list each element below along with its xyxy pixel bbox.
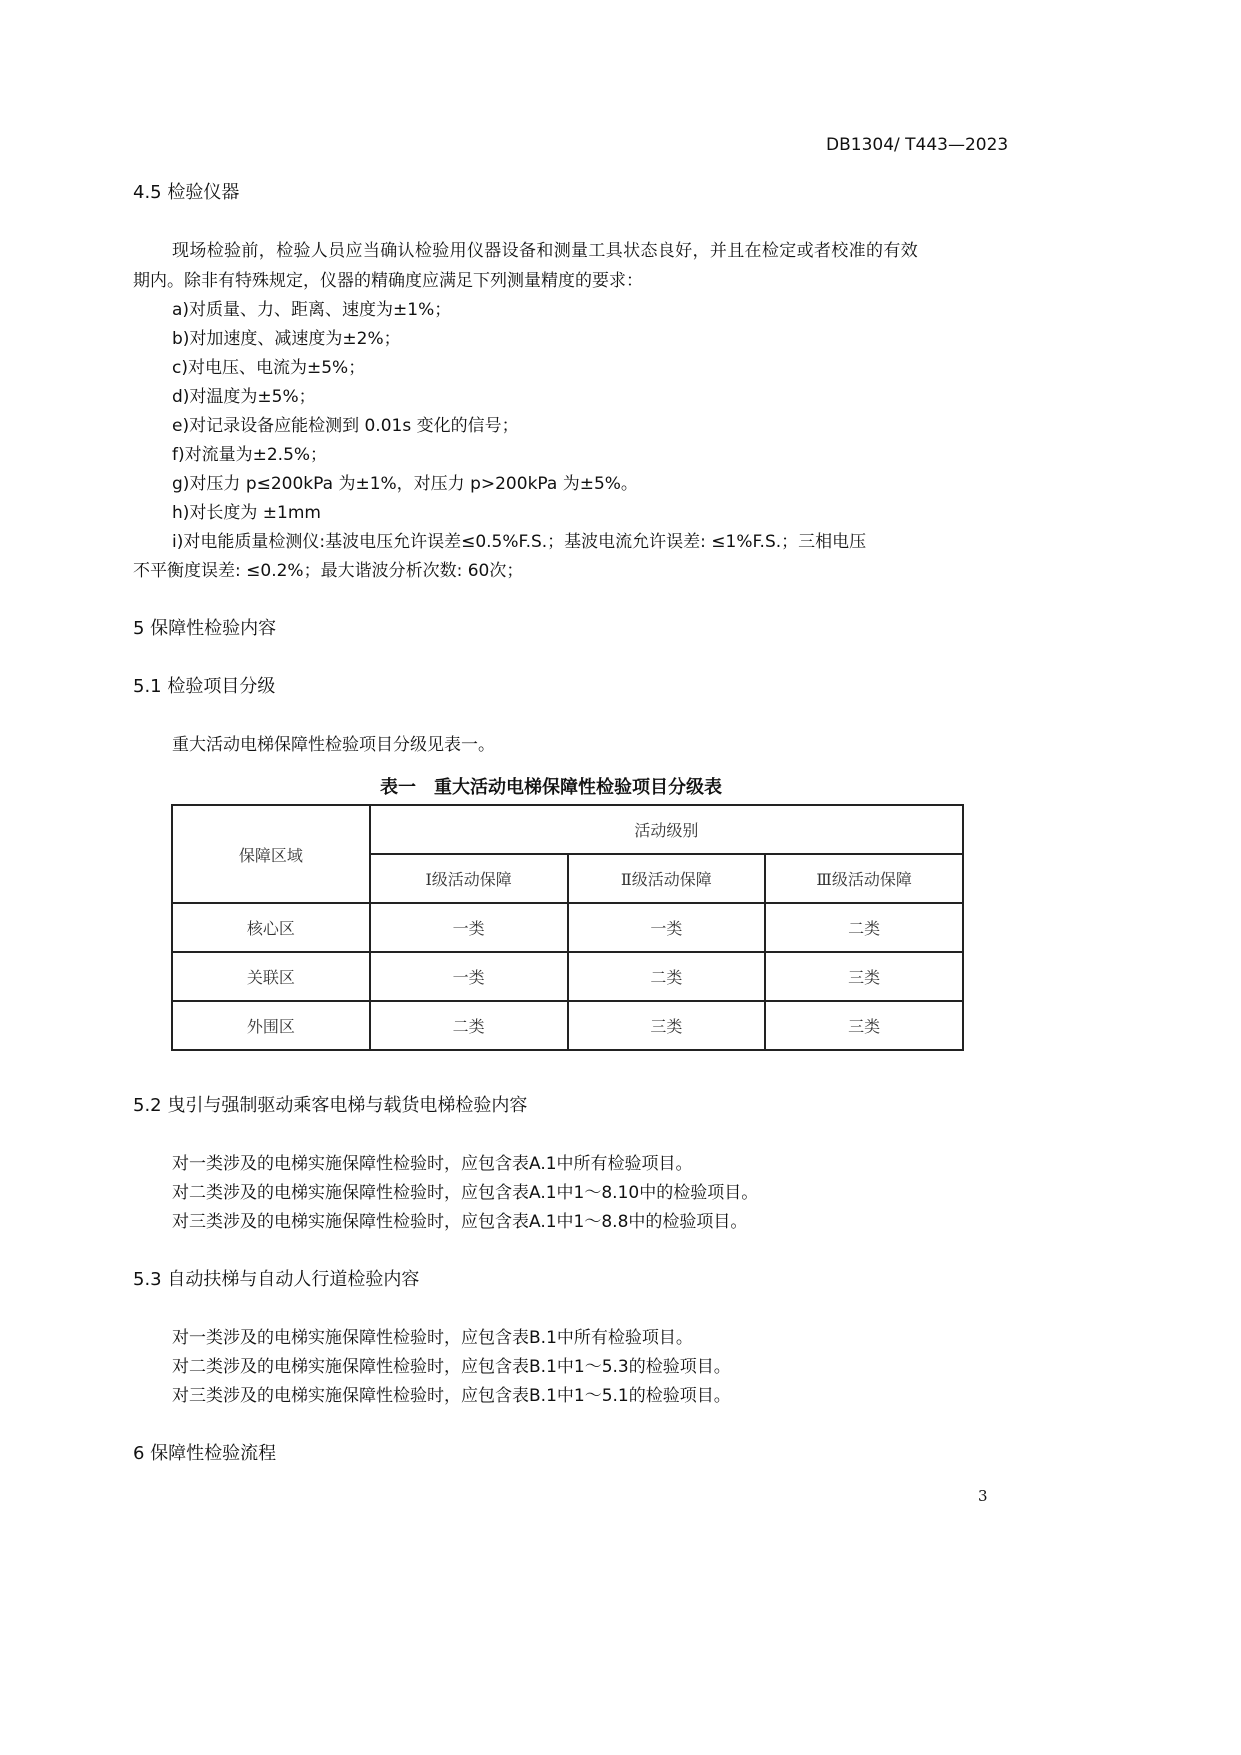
paragraph-line: 期内。除非有特殊规定，仪器的精确度应满足下列测量精度的要求： [133,271,643,291]
list-item: e)对记录设备应能检测到 0.01s 变化的信号； [172,416,519,436]
value-cell: 三类 [765,952,963,1001]
value-cell: 二类 [370,1001,568,1050]
paragraph-line: 对三类涉及的电梯实施保障性检验时，应包含表A.1中1～8.8中的检验项目。 [172,1212,748,1232]
column-header: Ⅱ级活动保障 [568,854,766,903]
group-header-cell: 活动级别 [370,805,963,854]
paragraph-line: 对一类涉及的电梯实施保障性检验时，应包含表B.1中所有检验项目。 [172,1328,693,1348]
table-row [172,952,963,1001]
list-item: 不平衡度误差: ≤0.2%；最大谐波分析次数: 60次； [133,561,524,581]
column-header: Ⅲ级活动保障 [765,854,963,903]
document-code: DB1304/ T443—2023 [826,135,1009,155]
paragraph-line: 对二类涉及的电梯实施保障性检验时，应包含表A.1中1～8.10中的检验项目。 [172,1183,759,1203]
value-cell: 一类 [370,952,568,1001]
table-row [172,903,963,952]
area-cell: 关联区 [172,952,370,1001]
table-caption: 表一 重大活动电梯保障性检验项目分级表 [380,777,722,798]
column-header: Ⅰ级活动保障 [370,854,568,903]
value-cell: 一类 [568,903,766,952]
list-item: a)对质量、力、距离、速度为±1%； [172,300,452,320]
paragraph-line: 对二类涉及的电梯实施保障性检验时，应包含表B.1中1～5.3的检验项目。 [172,1357,731,1377]
area-cell: 核心区 [172,903,370,952]
section-heading-5-2: 5.2 曳引与强制驱动乘客电梯与载货电梯检验内容 [133,1095,528,1116]
value-cell: 三类 [765,1001,963,1050]
paragraph-line: 重大活动电梯保障性检验项目分级见表一。 [172,735,495,755]
page-number: 3 [978,1487,988,1505]
row-header-cell: 保障区域 [172,805,370,903]
section-heading-5-3: 5.3 自动扶梯与自动人行道检验内容 [133,1269,420,1290]
list-item: h)对长度为 ±1mm [172,503,321,523]
list-item: g)对压力 p≤200kPa 为±1%，对压力 p>200kPa 为±5%。 [172,474,638,494]
section-heading-5-1: 5.1 检验项目分级 [133,676,276,697]
paragraph-line: 现场检验前，检验人员应当确认检验用仪器设备和测量工具状态良好，并且在检定或者校准的有效 [172,241,919,261]
paragraph-line: 对一类涉及的电梯实施保障性检验时，应包含表A.1中所有检验项目。 [172,1154,693,1174]
value-cell: 三类 [568,1001,766,1050]
section-heading-5: 5 保障性检验内容 [133,618,277,639]
section-heading-4-5: 4.5 检验仪器 [133,182,240,203]
value-cell: 二类 [765,903,963,952]
area-cell: 外围区 [172,1001,370,1050]
classification-table [171,804,964,1051]
table-row [172,1001,963,1050]
list-item: i)对电能质量检测仪:基波电压允许误差≤0.5%F.S.；基波电流允许误差: ≤1%F.S.；三相电压 [172,532,867,552]
list-item: c)对电压、电流为±5%； [172,358,366,378]
list-item: f)对流量为±2.5%； [172,445,328,465]
paragraph-line: 对三类涉及的电梯实施保障性检验时，应包含表B.1中1～5.1的检验项目。 [172,1386,731,1406]
value-cell: 二类 [568,952,766,1001]
value-cell: 一类 [370,903,568,952]
section-heading-6: 6 保障性检验流程 [133,1443,277,1464]
list-item: d)对温度为±5%； [172,387,316,407]
list-item: b)对加速度、减速度为±2%； [172,329,401,349]
